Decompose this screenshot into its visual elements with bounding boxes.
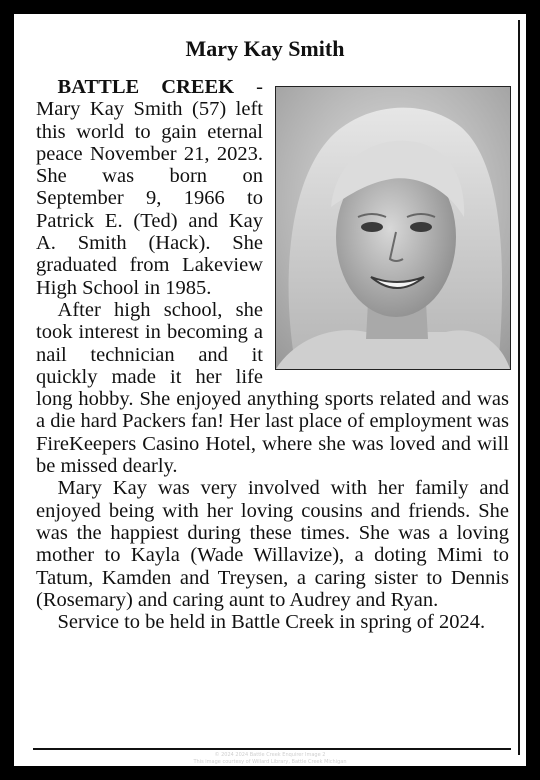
portrait-photo	[275, 86, 511, 370]
paragraph-service: Service to be held in Battle Creek in spring of 2024.	[57, 611, 486, 634]
footer-line-2: This image courtesy of Willard Library, Battle Creek Michigan	[193, 758, 347, 765]
paragraph-career: After high school, she took interest in becoming a nail technician and it quickly made it her life long hobby. She enjoyed anything sports related and was a die hard Packers fan! Her last place of employment was FireKeepers Casino Hotel, where she was loved and will be missed dearly.	[36, 298, 509, 478]
obituary-page	[14, 14, 526, 766]
portrait-image	[276, 87, 510, 369]
dateline: BATTLE CREEK	[57, 76, 235, 98]
dateline-separator: -	[234, 76, 263, 98]
footer-credit	[0, 752, 540, 765]
footer-line-1: © 2024 2024 Battle Creek Enquirer Image 2	[214, 752, 326, 758]
bottom-rule	[33, 748, 511, 750]
paragraph-family: Mary Kay was very involved with her family and enjoyed being with her loving cousins and friends. She was the happiest during these times. She was a loving mother to Kayla (Wade Willavize), a doting Mimi to Tatum, Kamden and Treysen, a caring sister to Dennis (Rosemary) and caring aunt to Audrey and Ryan.	[36, 477, 509, 611]
intro-text: Mary Kay Smith (57) left this world to gain eternal peace November 21, 2023. She was born on September 9, 1966 to Patrick E. (Ted) and Kay A. Smith (Hack). She graduated from Lakeview High School in 1985.	[36, 98, 263, 299]
column-rule	[518, 20, 520, 755]
obituary-title: Mary Kay Smith	[185, 36, 345, 61]
